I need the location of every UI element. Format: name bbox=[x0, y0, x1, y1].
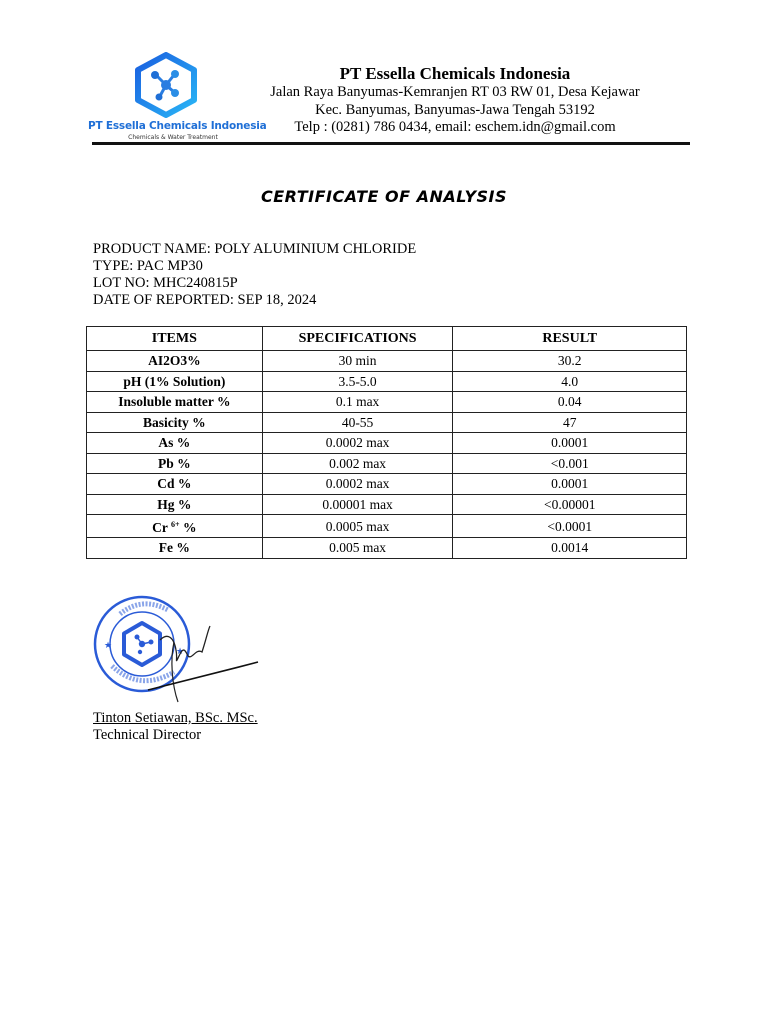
item-cell: Hg % bbox=[87, 494, 263, 515]
header-items: ITEMS bbox=[87, 327, 263, 351]
result-cell: 0.0001 bbox=[453, 474, 687, 495]
item-superscript: 6+ bbox=[171, 520, 180, 529]
address-line-2: Kec. Banyumas, Banyumas-Jawa Tengah 53192 bbox=[315, 101, 595, 118]
result-cell: 0.0001 bbox=[453, 433, 687, 454]
product-type: TYPE: PAC MP30 bbox=[93, 258, 203, 274]
result-cell: <0.00001 bbox=[453, 494, 687, 515]
logo-company-name: PT Essella Chemicals Indonesia bbox=[88, 120, 267, 132]
result-cell: <0.0001 bbox=[453, 515, 687, 538]
spec-cell: 40-55 bbox=[262, 412, 453, 433]
contact-line: Telp : (0281) 786 0434, email: eschem.idn@gmail.com bbox=[294, 119, 616, 135]
table-row bbox=[87, 371, 687, 392]
spec-cell: 0.0002 max bbox=[262, 433, 453, 454]
item-cell: Pb % bbox=[87, 453, 263, 474]
spec-cell: 0.00001 max bbox=[262, 494, 453, 515]
header-specifications: SPECIFICATIONS bbox=[262, 327, 453, 351]
signer-name: Tinton Setiawan, BSc. MSc. bbox=[93, 710, 258, 726]
table-row bbox=[87, 392, 687, 413]
item-cell: As % bbox=[87, 433, 263, 454]
analysis-table bbox=[86, 326, 687, 559]
signature-stamp bbox=[90, 590, 260, 705]
spec-cell: 0.0002 max bbox=[262, 474, 453, 495]
result-cell: 0.0014 bbox=[453, 538, 687, 559]
result-cell: 47 bbox=[453, 412, 687, 433]
spec-cell: 30 min bbox=[262, 351, 453, 372]
header-divider bbox=[92, 142, 690, 145]
lot-number: LOT NO: MHC240815P bbox=[93, 275, 238, 291]
item-element: Cr bbox=[152, 520, 168, 535]
item-cell: AI2O3% bbox=[87, 351, 263, 372]
table-header-row bbox=[87, 327, 687, 351]
svg-text:★: ★ bbox=[176, 647, 185, 657]
item-cell: pH (1% Solution) bbox=[87, 371, 263, 392]
table-row bbox=[87, 412, 687, 433]
result-cell: 30.2 bbox=[453, 351, 687, 372]
address-line-1: Jalan Raya Banyumas-Kemranjen RT 03 RW 01, Desa Kejawar bbox=[270, 84, 640, 100]
table-row bbox=[87, 433, 687, 454]
spec-cell: 0.005 max bbox=[262, 538, 453, 559]
product-info bbox=[93, 241, 416, 309]
logo-tagline: Chemicals & Water Treatment bbox=[128, 134, 218, 141]
result-cell: 0.04 bbox=[453, 392, 687, 413]
company-letterhead bbox=[250, 64, 660, 137]
spec-cell: 0.0005 max bbox=[262, 515, 453, 538]
signer-title: Technical Director bbox=[93, 727, 202, 743]
item-unit: % bbox=[179, 520, 197, 535]
item-cell: Basicity % bbox=[87, 412, 263, 433]
result-cell: 4.0 bbox=[453, 371, 687, 392]
table-row bbox=[87, 351, 687, 372]
header-result: RESULT bbox=[453, 327, 687, 351]
item-cell: Insoluble matter % bbox=[87, 392, 263, 413]
svg-text:★: ★ bbox=[104, 641, 113, 651]
table-row bbox=[87, 515, 687, 538]
product-name: PRODUCT NAME: POLY ALUMINIUM CHLORIDE bbox=[93, 241, 417, 257]
table-row bbox=[87, 474, 687, 495]
result-cell: <0.001 bbox=[453, 453, 687, 474]
table-row bbox=[87, 538, 687, 559]
signatory bbox=[93, 710, 258, 744]
page-title: CERTIFICATE OF ANALYSIS bbox=[260, 187, 508, 206]
table-row bbox=[87, 494, 687, 515]
company-name: PT Essella Chemicals Indonesia bbox=[339, 64, 571, 83]
spec-cell: 0.002 max bbox=[262, 453, 453, 474]
date-reported: DATE OF REPORTED: SEP 18, 2024 bbox=[93, 292, 317, 308]
spec-cell: 3.5-5.0 bbox=[262, 371, 453, 392]
spec-cell: 0.1 max bbox=[262, 392, 453, 413]
table-row bbox=[87, 453, 687, 474]
hexagon-molecule-logo-icon bbox=[130, 52, 202, 118]
company-logo bbox=[88, 52, 267, 144]
item-cell: Cd % bbox=[87, 474, 263, 495]
item-cell bbox=[87, 515, 263, 538]
company-stamp-icon bbox=[90, 590, 260, 705]
item-cell: Fe % bbox=[87, 538, 263, 559]
